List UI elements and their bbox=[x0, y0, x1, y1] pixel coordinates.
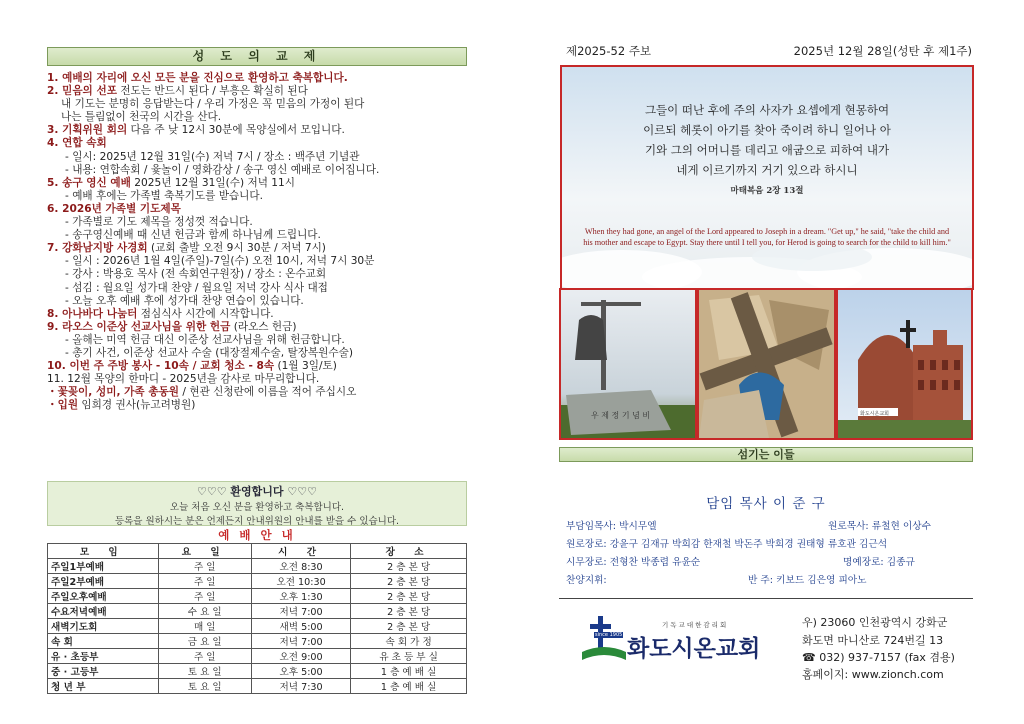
schedule-cell: 오전 9:00 bbox=[251, 649, 350, 664]
schedule-cell: 청 년 부 bbox=[48, 679, 159, 694]
announcement-text: - 오늘 오후 예배 후에 성가대 찬양 연습이 있습니다. bbox=[65, 294, 304, 307]
table-row bbox=[48, 634, 467, 649]
announcement-heading: 5. 송구 영신 예배 bbox=[47, 176, 131, 189]
schedule-cell: 토 요 일 bbox=[158, 664, 251, 679]
associate-pastor: 부담임목사: 박시무엘 bbox=[566, 521, 657, 532]
announcement-heading: 3. 기획위원 회의 bbox=[47, 124, 128, 137]
announcement-heading: 1. 예배의 자리에 오신 모든 분을 진심으로 환영하고 축복합니다. bbox=[47, 72, 348, 84]
schedule-cell: 1 층 예 배 실 bbox=[351, 679, 467, 694]
table-row bbox=[48, 664, 467, 679]
verse-line: 기와 그의 어머니를 데리고 애굽으로 피하여 내가 bbox=[644, 143, 890, 157]
homepage-link[interactable]: 홈페이지: www.zionch.com bbox=[802, 668, 944, 681]
emeritus-elders: 원로장로: 강윤구 김재규 박희감 한재철 박돈주 박희경 권태형 류호관 김근석 bbox=[566, 539, 888, 550]
announcement-line bbox=[47, 347, 467, 360]
announcement-heading: 8. 아나바다 나눔터 bbox=[47, 307, 138, 320]
schedule-cell: 2 층 본 당 bbox=[351, 559, 467, 574]
announcement-text: 나는 틀림없이 천국의 시간을 산다. bbox=[61, 111, 222, 124]
announcement-line bbox=[47, 386, 467, 399]
denomination-name: 기독교대한감리회 bbox=[662, 621, 729, 629]
announcement-text: - 강사 : 박용호 목사 (전 속회연구원장) / 장소 : 온수교회 bbox=[65, 268, 327, 281]
verse-line: 그들이 떠난 후에 주의 사자가 요셉에게 현몽하여 bbox=[644, 103, 890, 117]
church-sign-text: 화도시온교회 bbox=[860, 411, 889, 417]
announcement-line bbox=[47, 85, 467, 98]
bulletin-date: 2025년 12월 28일(성탄 후 제1주) bbox=[793, 44, 972, 58]
announcement-line bbox=[47, 137, 467, 150]
schedule-header-cell: 장 소 bbox=[351, 544, 467, 559]
announcement-text: 내 기도는 분명히 응답받는다 / 우리 가정은 꼭 믿음의 가정이 된다 bbox=[61, 98, 365, 111]
honorary-elder: 명예장로: 김종규 bbox=[843, 557, 915, 568]
schedule-cell: 오후 1:30 bbox=[251, 589, 350, 604]
schedule-cell: 2 층 본 당 bbox=[351, 619, 467, 634]
schedule-cell: 수요저녁예배 bbox=[48, 604, 159, 619]
church-building-photo bbox=[836, 288, 973, 440]
schedule-cell: 저녁 7:00 bbox=[251, 634, 350, 649]
announcement-line bbox=[47, 308, 467, 321]
table-row bbox=[48, 619, 467, 634]
welcome-box bbox=[47, 481, 467, 526]
announcement-text: (1월 3일/토) bbox=[274, 360, 337, 373]
announcement-line bbox=[47, 282, 467, 295]
announcement-text: 다음 주 낮 12시 30분에 목양실에서 모입니다. bbox=[127, 124, 345, 137]
schedule-cell: 2 층 본 당 bbox=[351, 589, 467, 604]
announcement-line bbox=[47, 255, 467, 268]
announcement-line bbox=[47, 164, 467, 177]
servers-header: 섬기는 이들 bbox=[559, 447, 973, 462]
church-logo-icon bbox=[582, 614, 626, 662]
announcement-text: 2025년 12월 31일(수) 저녁 11시 bbox=[130, 176, 296, 189]
church-name: 화도시온교회 bbox=[627, 636, 761, 662]
announcement-text: - 일시 : 2026년 1월 4일(주일)-7일(수) 오전 10시, 저녁 7시 30분 bbox=[65, 255, 375, 268]
schedule-cell: 주 일 bbox=[158, 649, 251, 664]
verse-line: 이르되 헤롯이 아기를 찾아 죽이려 하니 일어나 아 bbox=[643, 123, 891, 137]
announcement-line bbox=[47, 72, 467, 85]
announcement-line bbox=[47, 124, 467, 137]
announcement-line bbox=[47, 216, 467, 229]
schedule-cell: 매 일 bbox=[158, 619, 251, 634]
announcement-line bbox=[47, 229, 467, 242]
table-row bbox=[48, 679, 467, 694]
announcement-line bbox=[47, 203, 467, 216]
schedule-cell: 주 일 bbox=[158, 574, 251, 589]
cross-icon bbox=[699, 290, 834, 438]
announcement-text: 임희경 권사(뉴고려병원) bbox=[78, 399, 196, 412]
schedule-cell: 오전 10:30 bbox=[251, 574, 350, 589]
announcement-heading: 10. 이번 주 주방 봉사 - 10속 / 교회 청소 - 8속 bbox=[47, 360, 275, 373]
schedule-cell: 중 · 고등부 bbox=[48, 664, 159, 679]
bell-photo bbox=[559, 288, 697, 440]
schedule-header-row bbox=[48, 544, 467, 559]
announcement-text: 11. 12월 목양의 한마디 - 2025년을 감사로 마무리합니다. bbox=[47, 373, 320, 386]
logo-since: since 1905 bbox=[595, 632, 623, 638]
announcement-line bbox=[47, 373, 467, 386]
announcement-text: (교회 출발 오전 9시 30분 / 저녁 7시) bbox=[147, 242, 326, 255]
announcement-line bbox=[47, 98, 467, 111]
announcement-text: / 현관 신청란에 이름을 적어 주십시오 bbox=[179, 386, 357, 399]
section-divider bbox=[559, 598, 973, 599]
verse-reference: 마태복음 2장 13절 bbox=[730, 186, 804, 196]
table-row bbox=[48, 649, 467, 664]
announcement-line bbox=[47, 190, 467, 203]
announcement-line bbox=[47, 177, 467, 190]
welcome-title: ♡♡♡ 환영합니다 ♡♡♡ bbox=[197, 485, 317, 498]
active-elders: 시무장로: 전형찬 박종렵 유윤순 bbox=[566, 557, 701, 568]
table-row bbox=[48, 574, 467, 589]
announcement-line bbox=[47, 334, 467, 347]
announcement-line bbox=[47, 321, 467, 334]
cross-art-photo bbox=[697, 288, 836, 440]
announcement-line bbox=[47, 151, 467, 164]
announcement-text: - 올해는 미역 헌금 대신 이준상 선교사님을 위해 헌금합니다. bbox=[65, 333, 345, 346]
announcement-heading: 9. 라오스 이준상 선교사님을 위한 헌금 bbox=[47, 320, 231, 333]
schedule-cell: 속 회 가 정 bbox=[351, 634, 467, 649]
announcement-heading: 4. 연합 속회 bbox=[47, 137, 107, 150]
announcement-text: - 섬김 : 월요일 성가대 찬양 / 월요일 저녁 강사 식사 대접 bbox=[65, 281, 328, 294]
schedule-cell: 토 요 일 bbox=[158, 679, 251, 694]
schedule-cell: 2 층 본 당 bbox=[351, 604, 467, 619]
worship-schedule-table bbox=[47, 543, 467, 694]
church-icon bbox=[838, 290, 971, 438]
schedule-header-cell: 모 임 bbox=[48, 544, 159, 559]
table-row bbox=[48, 604, 467, 619]
schedule-cell: 금 요 일 bbox=[158, 634, 251, 649]
schedule-cell: 저녁 7:00 bbox=[251, 604, 350, 619]
schedule-cell: 주 일 bbox=[158, 589, 251, 604]
announcement-heading: ・꽃꽂이, 성미, 가족 총동원 bbox=[47, 386, 180, 399]
schedule-cell: 주일2부예배 bbox=[48, 574, 159, 589]
issue-number: 제2025-52 주보 bbox=[566, 44, 652, 58]
address-line-1: 우) 23060 인천광역시 강화군 bbox=[802, 616, 948, 629]
schedule-title: 예 배 안 내 bbox=[218, 528, 296, 542]
phone-number: ☎ 032) 937-7157 (fax 겸용) bbox=[802, 651, 955, 664]
announcement-text: - 예배 후에는 가족별 축복기도를 받습니다. bbox=[65, 189, 263, 202]
schedule-cell: 새벽 5:00 bbox=[251, 619, 350, 634]
announcement-line bbox=[47, 242, 467, 255]
church-fellowship-header: 성 도 의 교 제 bbox=[47, 47, 467, 66]
verse-line: 네게 이르기까지 거기 있으라 하시니 bbox=[676, 163, 858, 177]
schedule-cell: 오후 5:00 bbox=[251, 664, 350, 679]
announcements-list bbox=[47, 72, 467, 412]
announcement-text: - 가족별로 기도 제목을 정성껏 적습니다. bbox=[65, 216, 253, 229]
bell-icon bbox=[561, 290, 695, 438]
welcome-line-1: 오늘 처음 오신 분을 환영하고 축복합니다. bbox=[169, 502, 345, 513]
schedule-header-cell: 시 간 bbox=[251, 544, 350, 559]
verse-english: When they had gone, an angel of the Lord appeared to Joseph in a dream. "Get up," he said, "take the child and his mother and escape to Egypt. Stay there until I tell you, for Herod is going to search for the child to kill him." bbox=[583, 227, 951, 247]
announcement-line bbox=[47, 111, 467, 124]
announcement-line bbox=[47, 399, 467, 412]
announcement-text: 점심식사 시간에 시작합니다. bbox=[137, 307, 274, 320]
schedule-cell: 유 초 등 부 실 bbox=[351, 649, 467, 664]
schedule-cell: 저녁 7:30 bbox=[251, 679, 350, 694]
schedule-header-cell: 요 일 bbox=[158, 544, 251, 559]
schedule-cell: 2 층 본 당 bbox=[351, 574, 467, 589]
announcement-heading: ・입원 bbox=[47, 399, 79, 412]
senior-pastor: 담임 목사 이 준 구 bbox=[706, 496, 826, 512]
table-row bbox=[48, 559, 467, 574]
announcement-line bbox=[47, 295, 467, 308]
announcement-text: 전도는 반드시 된다 / 부흥은 확실히 된다 bbox=[116, 85, 308, 98]
announcement-heading: 6. 2026년 가족별 기도제목 bbox=[47, 202, 181, 215]
announcement-line bbox=[47, 360, 467, 373]
announcement-text: - 총기 사건, 이준상 선교사 수술 (대장절제수술, 탈장복원수술) bbox=[65, 346, 353, 359]
schedule-cell: 속 회 bbox=[48, 634, 159, 649]
scripture-banner bbox=[560, 65, 974, 290]
schedule-cell: 주일1부예배 bbox=[48, 559, 159, 574]
announcement-heading: 7. 강화남지방 사경회 bbox=[47, 242, 148, 255]
address-line-2: 화도면 마니산로 724번길 13 bbox=[802, 634, 944, 647]
schedule-cell: 오전 8:30 bbox=[251, 559, 350, 574]
schedule-cell: 새벽기도회 bbox=[48, 619, 159, 634]
announcement-text: (라오스 헌금) bbox=[230, 320, 297, 333]
accompanist: 반 주: 키보드 김은영 피아노 bbox=[748, 575, 867, 586]
emeritus-pastor: 원로목사: 류철현 이상수 bbox=[828, 521, 932, 532]
schedule-cell: 주일오후예배 bbox=[48, 589, 159, 604]
choir-director: 찬양지휘: bbox=[566, 575, 607, 586]
announcement-text: - 일시: 2025년 12월 31일(수) 저녁 7시 / 장소 : 백주년 기념관 bbox=[65, 150, 360, 163]
stone-inscription: 우 제 정 기 념 비 bbox=[591, 411, 651, 420]
announcement-heading: 2. 믿음의 선포 bbox=[47, 85, 117, 98]
verse-korean bbox=[562, 100, 972, 180]
announcement-text: - 내용: 연합속회 / 윷놀이 / 영화감상 / 송구 영신 예배로 이어집니다. bbox=[65, 163, 380, 176]
schedule-cell: 주 일 bbox=[158, 559, 251, 574]
schedule-cell: 1 층 예 배 실 bbox=[351, 664, 467, 679]
announcement-text: - 송구영신예배 때 신년 헌금과 함께 하나님께 드립니다. bbox=[65, 229, 321, 242]
welcome-line-2: 등록을 원하시는 분은 언제든지 안내위원의 안내를 받을 수 있습니다. bbox=[114, 516, 400, 527]
schedule-cell: 유 · 초등부 bbox=[48, 649, 159, 664]
announcement-line bbox=[47, 268, 467, 281]
table-row bbox=[48, 589, 467, 604]
schedule-cell: 수 요 일 bbox=[158, 604, 251, 619]
